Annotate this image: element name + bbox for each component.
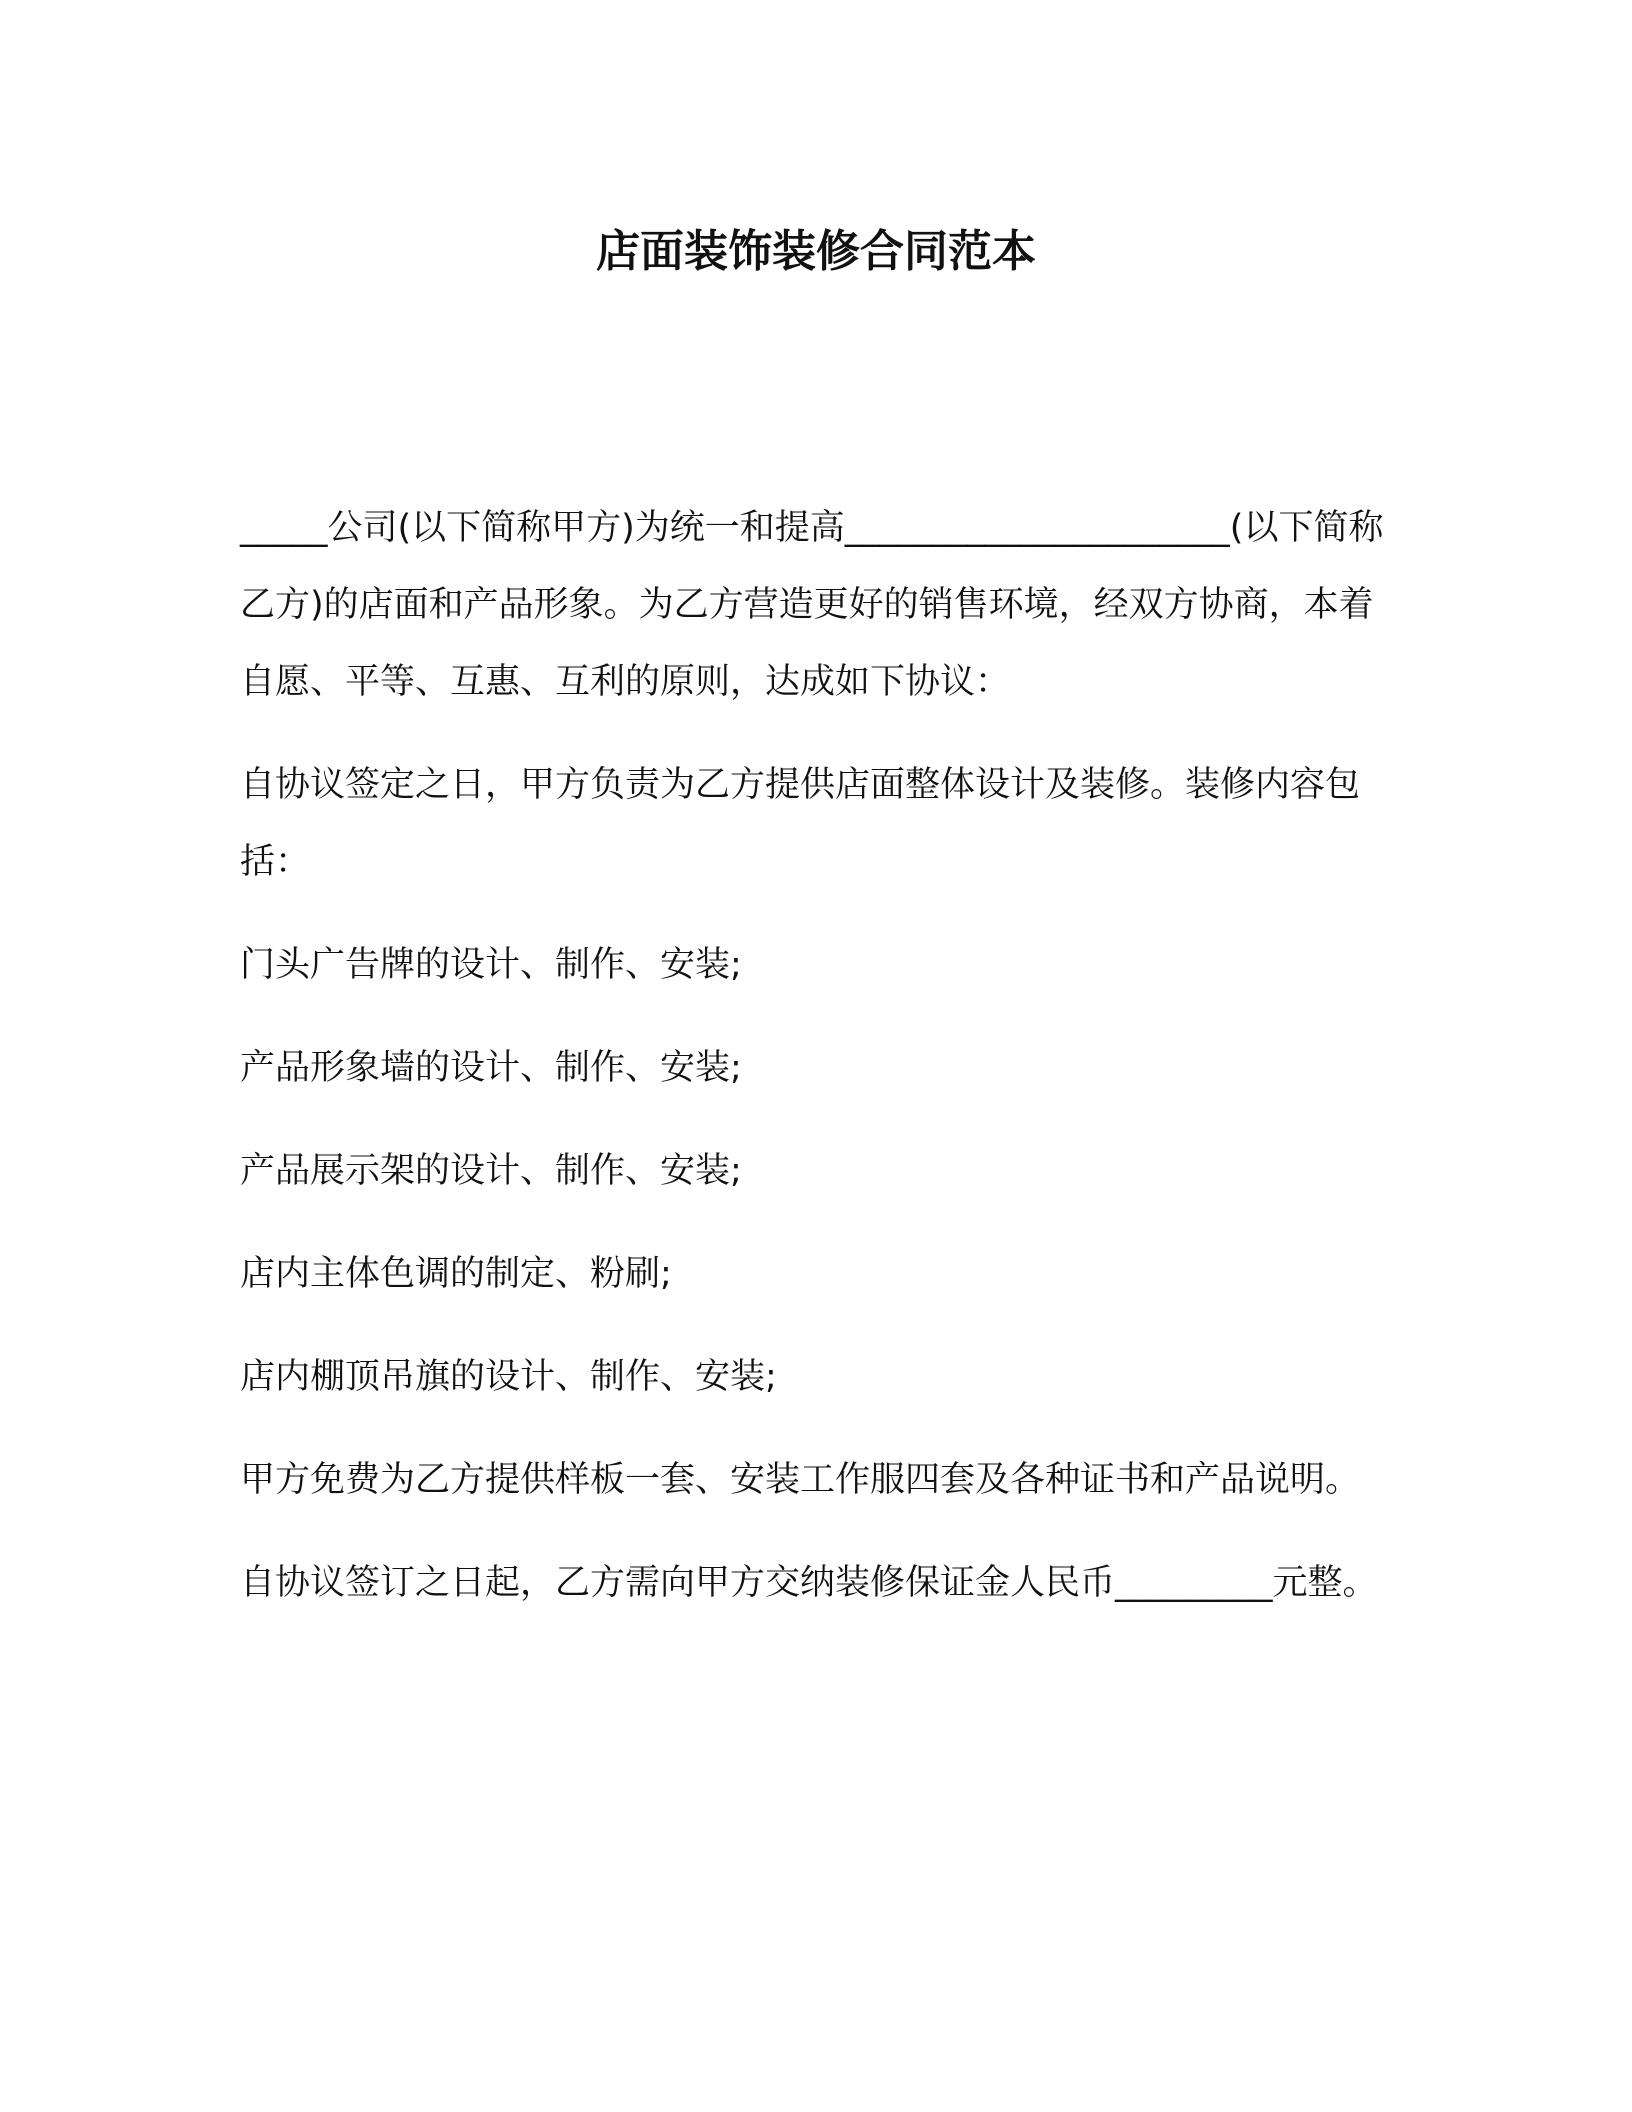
paragraph-free-supplies: 甲方免费为乙方提供样板一套、安装工作服四套及各种证书和产品说明。 bbox=[240, 1460, 1361, 1500]
document-body bbox=[240, 490, 1390, 1648]
list-item-color-scheme: 店内主体色调的制定、粉刷; bbox=[240, 1254, 672, 1294]
list-item-image-wall: 产品形象墙的设计、制作、安装; bbox=[240, 1048, 742, 1088]
document-title: 店面装饰装修合同范本 bbox=[596, 226, 1036, 277]
list-item-display-rack: 产品展示架的设计、制作、安装; bbox=[240, 1151, 742, 1191]
paragraph-scope: 自协议签定之日，甲方负责为乙方提供店面整体设计及装修。装修内容包括： bbox=[240, 765, 1361, 882]
list-item-ceiling-flags: 店内棚顶吊旗的设计、制作、安装; bbox=[240, 1357, 777, 1397]
list-item-signboard: 门头广告牌的设计、制作、安装; bbox=[240, 945, 742, 985]
paragraph-intro: _____公司(以下简称甲方)为统一和提高______________________(以下简称乙方)的店面和产品形象。为乙方营造更好的销售环境，经双方协商，本着自愿、平等、互惠、互利的原则，达成如下协议： bbox=[240, 508, 1384, 702]
paragraph-deposit: 自协议签订之日起，乙方需向甲方交纳装修保证金人民币_________元整。 bbox=[240, 1563, 1378, 1603]
